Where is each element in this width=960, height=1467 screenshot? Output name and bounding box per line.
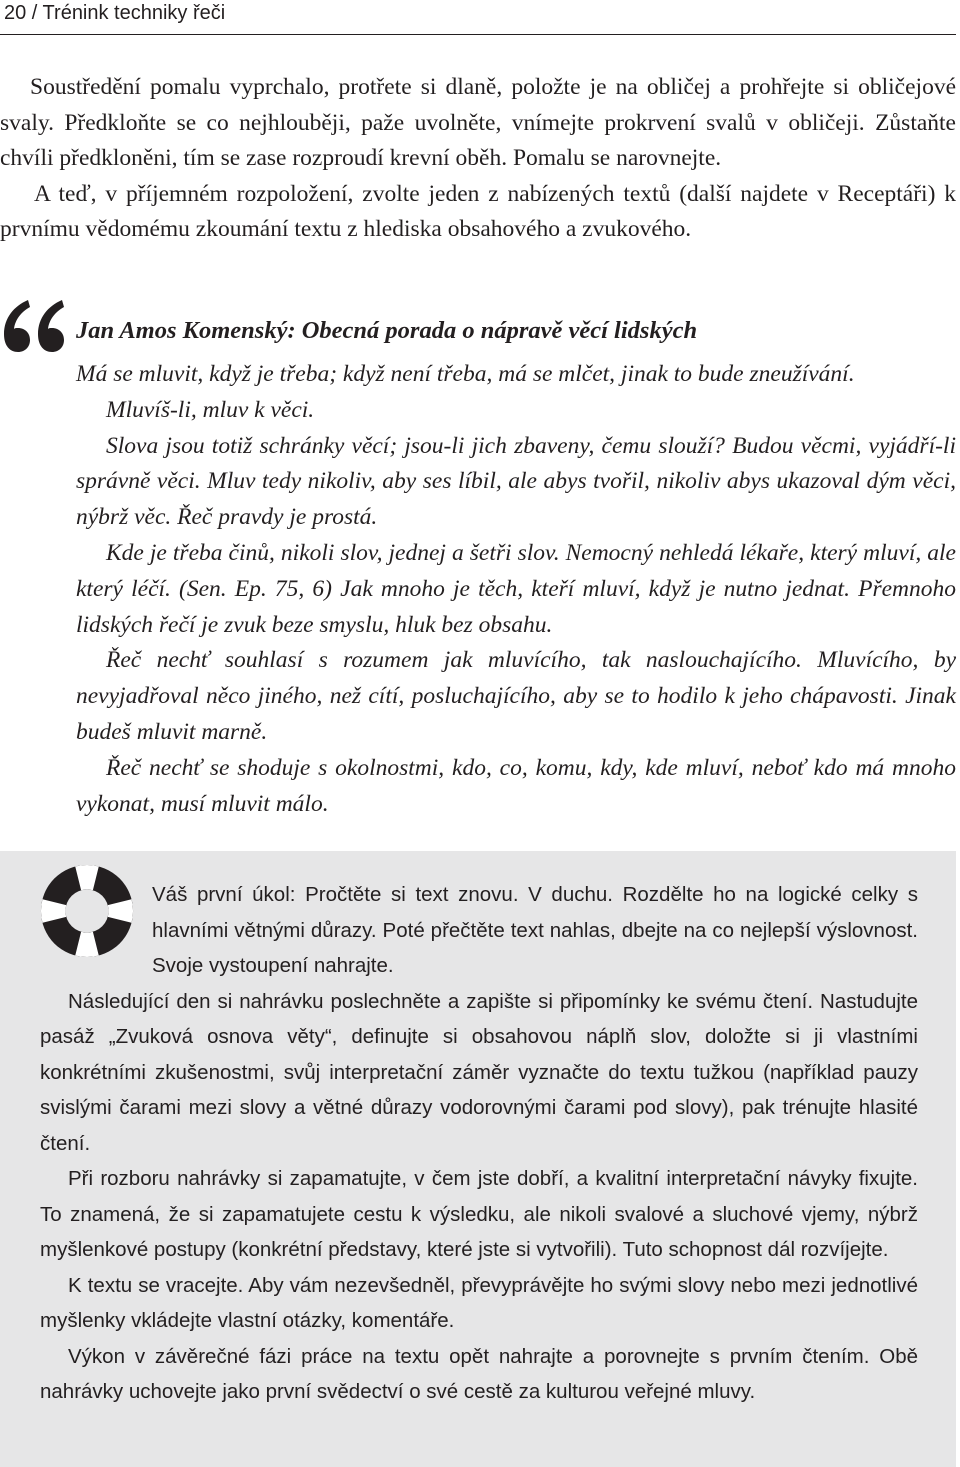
task-paragraph: Následující den si nahrávku poslechněte a zapište si připomínky ke svému čtení. Nastudujte pasáž „Zvuková osnova věty“, definujte si obsahovou náplň slov, doložte si ji vlastními konkrétními zkušenostmi, svůj interpretační záměr vyznačte do textu tužkou (například pauzy svislými čarami mezi slovy a větné důrazy vodorovnými čarami pod slovy), pak trénujte hlasité čtení. <box>40 989 918 1155</box>
quote-paragraph: Řeč nechť se shoduje s okolnostmi, kdo, co, komu, kdy, kde mluví, neboť kdo má mnoho vykonat, musí mluvit málo. <box>76 754 956 817</box>
quote-title: Jan Amos Komenský: Obecná porada o nápravě věcí lidských <box>76 317 698 344</box>
quote-paragraph: Mluvíš-li, mluv k věci. <box>106 396 315 423</box>
quotation-mark-icon <box>2 298 66 354</box>
task-paragraph: K textu se vracejte. Aby vám nezevšedněl, převyprávějte ho svými slovy nebo mezi jednotlivé myšlenky vkládejte vlastní otázky, komentáře. <box>40 1273 918 1332</box>
quote-paragraph: Má se mluvit, když je třeba; když není třeba, má se mlčet, jinak to bude zneužívání. <box>76 361 855 387</box>
task-paragraph: Při rozboru nahrávky si zapamatujte, v čem jste dobří, a kvalitní interpretační návyky fixujte. To znamená, že si zapamatujete cestu k výsledku, ale nikoli svalové a sluchové vjemy, nýbrž myšlenkové postupy (konkrétní představy, které jste si vytvořili). Tuto schopnost dál rozvíjejte. <box>40 1167 918 1261</box>
task-paragraph: Váš první úkol: Pročtěte si text znovu. V duchu. Rozdělte ho na logické celky s hlavními větnými důrazy. Poté přečtěte text nahlas, dbejte na co nejlepší výslovnost. Svoje vystoupení nahrajte. <box>152 883 918 977</box>
intro-text <box>0 70 956 248</box>
quotation-block <box>76 312 956 822</box>
running-head-text: 20 / Trénink techniky řeči <box>4 2 226 24</box>
intro-paragraph: A teď, v příjemném rozpoložení, zvolte jeden z nabízených textů (další najdete v Receptáři) k prvnímu vědomému zkoumání textu z hlediska obsahového a zvukového. <box>0 180 956 242</box>
intro-paragraph: Soustředění pomalu vyprchalo, protřete si dlaně, položte je na obličej a prohřejte si obličejové svaly. Předkloňte se co nejhlouběji, paže uvolněte, vnímejte prokrvení svalů v obličeji. Zůstaňte chvíli předkloněni, tím se zase rozproudí krevní oběh. Pomalu se narovnejte. <box>0 74 956 171</box>
task-paragraph: Výkon v závěrečné fázi práce na textu opět nahrajte a porovnejte s prvním čtením. Obě nahrávky uchovejte jako první svědectví o své cestě za kulturou veřejné mluvy. <box>40 1344 918 1403</box>
quote-paragraph: Slova jsou totiž schránky věcí; jsou-li jich zbaveny, čemu slouží? Budou věcmi, vyjádří-li správně věci. Mluv tedy nikoliv, aby ses líbil, ale abys tvořil, nikoliv abys ukazoval dým věci, nýbrž věc. Řeč pravdy je prostá. <box>76 432 956 531</box>
running-header <box>0 0 956 35</box>
task-text <box>40 877 918 1410</box>
quote-paragraph: Kde je třeba činů, nikoli slov, jednej a šetři slov. Nemocný nehledá lékaře, který mluví, ale který léčí. (Sen. Ep. 75, 6) Jak mnoho je těch, kteří mluví, když je nutno jednat. Přemnoho lidských řečí je zvuk beze smyslu, hluk bez obsahu. <box>76 539 956 638</box>
quote-paragraph: Řeč nechť souhlasí s rozumem jak mluvícího, tak naslouchajícího. Mluvícího, by nevyjadřoval něco jiného, než cítí, posluchajícího, aby se to hodilo k jeho chápavosti. Jinak budeš mluvit marně. <box>76 647 956 745</box>
